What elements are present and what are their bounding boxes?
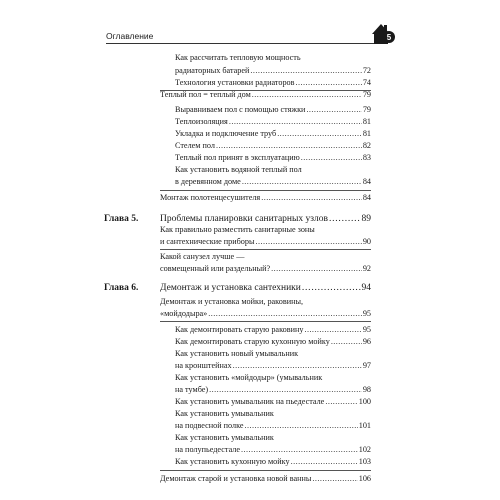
toc-page-number: 96 <box>362 337 371 346</box>
toc-entry-text: Укладка и подключение труб <box>175 129 277 138</box>
toc-page-number: 103 <box>358 457 371 466</box>
toc-entry[interactable] <box>175 444 371 456</box>
toc-entry-text: и сантехнические приборы <box>160 237 255 246</box>
dot-leader <box>208 308 362 320</box>
toc-entry[interactable] <box>160 263 371 275</box>
dot-leader <box>252 89 362 101</box>
toc-entry[interactable] <box>175 140 371 152</box>
divider <box>160 249 371 250</box>
toc-entry[interactable] <box>175 408 274 420</box>
toc-entry[interactable] <box>175 348 298 360</box>
header-rule <box>106 43 386 44</box>
dot-leader <box>261 192 362 204</box>
toc-entry[interactable] <box>175 52 301 64</box>
toc-page-number: 92 <box>362 264 371 273</box>
toc-entry[interactable] <box>175 152 371 164</box>
toc-entry-text: радиаторных батарей <box>175 66 250 75</box>
toc-entry[interactable] <box>160 224 315 236</box>
toc-entry[interactable] <box>175 116 371 128</box>
dot-leader <box>304 324 361 336</box>
divider <box>160 321 371 322</box>
toc-entry[interactable] <box>175 65 371 77</box>
dot-leader <box>216 140 362 152</box>
dot-leader <box>291 456 358 468</box>
toc-page-number: 79 <box>362 105 371 114</box>
toc-entry[interactable] <box>175 420 371 432</box>
header-title: Оглавление <box>106 31 154 41</box>
toc-entry-text: в деревянном доме <box>175 177 241 186</box>
logo-number: 5 <box>386 33 392 42</box>
toc-page-number: 97 <box>362 361 371 370</box>
toc-entry[interactable] <box>160 473 371 485</box>
toc-entry[interactable] <box>175 360 371 372</box>
toc-entry-text: на подвесной полке <box>175 421 244 430</box>
toc-entry-text: Как установить кухонную мойку <box>175 457 290 466</box>
dot-leader <box>302 281 361 295</box>
toc-entry[interactable] <box>160 236 371 248</box>
toc-entry[interactable] <box>175 372 322 384</box>
toc-page-number: 84 <box>362 177 371 186</box>
toc-entry[interactable] <box>160 89 371 101</box>
dot-leader <box>250 65 361 77</box>
toc-page-number: 81 <box>362 129 371 138</box>
toc-page-number: 95 <box>362 309 371 318</box>
dot-leader <box>312 473 357 485</box>
toc-entry-text: Как установить умывальник <box>175 433 274 442</box>
toc-page-number: 95 <box>362 325 371 334</box>
toc-entry[interactable] <box>175 176 371 188</box>
dot-leader <box>329 212 361 226</box>
toc-entry[interactable] <box>175 324 371 336</box>
toc-page-number: 83 <box>362 153 371 162</box>
dot-leader <box>301 152 362 164</box>
dot-leader <box>331 336 362 348</box>
toc-entry-text: Как установить «мойдодыр» (умывальник <box>175 373 323 382</box>
toc-page-number: 79 <box>362 90 371 99</box>
dot-leader <box>233 360 362 372</box>
toc-entry-text: Демонтаж старой и установка новой ванны <box>160 474 312 483</box>
chapter-title: Демонтаж и установка сантехники <box>160 283 301 293</box>
toc-entry-text: Как рассчитать тепловую мощность <box>175 53 301 62</box>
dot-leader <box>241 444 358 456</box>
divider <box>160 470 371 471</box>
dot-leader <box>229 116 362 128</box>
toc-entry[interactable] <box>175 336 371 348</box>
toc-entry-text: на полупьедестале <box>175 445 240 454</box>
toc-entry-text: Как установить умывальник на пьедестале <box>175 397 325 406</box>
toc-entry[interactable] <box>175 384 371 396</box>
chapter-page-number: 89 <box>361 214 371 224</box>
divider <box>160 190 371 191</box>
toc-entry[interactable] <box>175 104 371 116</box>
toc-entry-text: Монтаж полотенцесушителя <box>160 193 261 202</box>
toc-page-number: 90 <box>362 237 371 246</box>
toc-entry[interactable] <box>175 128 371 140</box>
toc-entry-text: на кронштейнах <box>175 361 232 370</box>
chapter-page-number: 94 <box>361 283 371 293</box>
toc-entry-text: Какой санузел лучше — <box>160 252 245 261</box>
toc-entry[interactable] <box>160 296 303 308</box>
toc-entry-text: совмещенный или раздельный? <box>160 264 271 273</box>
toc-entry[interactable] <box>160 251 244 263</box>
toc-entry-text: на тумбе) <box>175 385 209 394</box>
toc-entry-text: Как установить новый умывальник <box>175 349 299 358</box>
toc-page-number: 82 <box>362 141 371 150</box>
dot-leader <box>242 176 362 188</box>
toc-entry[interactable] <box>160 308 371 320</box>
publisher-logo-icon <box>369 20 397 46</box>
toc-entry-text: Как установить умывальник <box>175 409 274 418</box>
toc-entry-text: Теплый пол = теплый дом <box>160 90 251 99</box>
dot-leader <box>245 420 358 432</box>
chapter-label: Глава 5. <box>104 214 139 224</box>
toc-page-number: 72 <box>362 66 371 75</box>
toc-entry-text: Стелем пол <box>175 141 215 150</box>
toc-entry-text: Как правильно разместить санитарные зоны <box>160 225 315 234</box>
dot-leader <box>209 384 362 396</box>
toc-entry[interactable] <box>175 456 371 468</box>
toc-entry-text: Демонтаж и установка мойки, раковины, <box>160 297 304 306</box>
dot-leader <box>277 128 362 140</box>
toc-entry[interactable] <box>175 396 371 408</box>
chapter-heading[interactable] <box>0 281 500 295</box>
toc-entry-text: Как демонтировать старую кухонную мойку <box>175 337 330 346</box>
dot-leader <box>325 396 357 408</box>
toc-entry-text: Технология установки радиаторов <box>175 78 295 87</box>
toc-page-number: 98 <box>362 385 371 394</box>
chapter-title-line <box>160 281 371 295</box>
toc-entry[interactable] <box>175 432 274 444</box>
toc-entry-text: Как установить водяной теплый пол <box>175 165 302 174</box>
toc-entry[interactable] <box>175 164 302 176</box>
toc-page-number: 102 <box>358 445 371 454</box>
dot-leader <box>306 104 361 116</box>
dot-leader <box>255 236 361 248</box>
toc-page-number: 74 <box>362 78 371 87</box>
chapter-title: Проблемы планировки санитарных узлов <box>160 214 328 224</box>
toc-page-number: 100 <box>358 397 371 406</box>
toc-page-number: 84 <box>362 193 371 202</box>
toc-entry-text: Как демонтировать старую раковину <box>175 325 304 334</box>
toc-entry[interactable] <box>175 77 371 89</box>
toc-page-number: 81 <box>362 117 371 126</box>
dot-leader <box>296 77 362 89</box>
toc-entry-text: Теплый пол принят в эксплуатацию <box>175 153 300 162</box>
toc-page-number: 101 <box>358 421 371 430</box>
toc-entry-text: «мойдодыра» <box>160 309 208 318</box>
dot-leader <box>271 263 362 275</box>
toc-entry[interactable] <box>160 192 371 204</box>
chapter-label: Глава 6. <box>104 283 139 293</box>
toc-entry-text: Выравниваем пол с помощью стяжки <box>175 105 306 114</box>
toc-page-number: 106 <box>358 474 371 483</box>
toc-entry-text: Теплоизоляция <box>175 117 228 126</box>
